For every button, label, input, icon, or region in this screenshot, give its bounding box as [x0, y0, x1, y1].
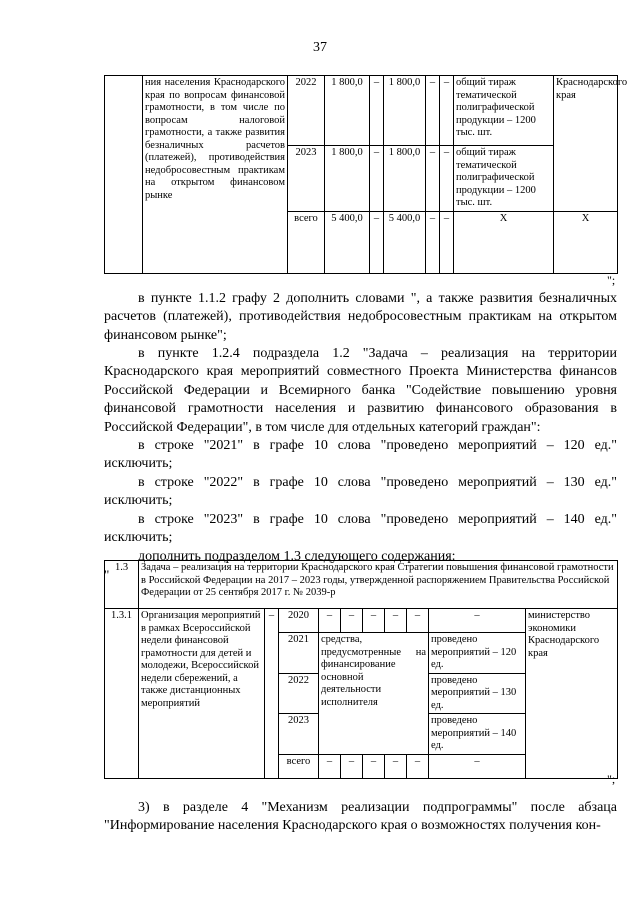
year-cell: 2023 [279, 714, 319, 755]
year-cell: всего [288, 212, 325, 274]
budget-cell: 1 800,0 [384, 146, 426, 212]
dash-cell: – [407, 754, 429, 778]
budget-cell: 5 400,0 [384, 212, 426, 274]
total-cell: 5 400,0 [325, 212, 370, 274]
dash-cell: – [363, 609, 385, 633]
table-subsection-1-3 [104, 560, 618, 779]
page-number: 37 [313, 40, 327, 55]
paragraph: 3) в разделе 4 "Механизм реализации подпрограммы" после абзаца "Информирование населения Краснодарского края о возможностях получения кон- [104, 800, 617, 834]
open-quote: " [104, 567, 110, 582]
year-cell: 2020 [279, 609, 319, 633]
total-cell: 1 800,0 [325, 146, 370, 212]
dash-cell: – [426, 76, 440, 146]
executor-cell: Х [554, 212, 618, 274]
dash-cell: – [319, 754, 341, 778]
executor-cell: Краснодарского края [554, 76, 618, 212]
dash-cell: – [429, 609, 526, 633]
dash-cell: – [341, 609, 363, 633]
year-cell: всего [279, 754, 319, 778]
dash-cell: – [319, 609, 341, 633]
result-cell: проведено мероприятий – 140 ед. [429, 714, 526, 755]
dash-cell: – [370, 212, 384, 274]
dash-cell: – [440, 212, 454, 274]
budget-cell: 1 800,0 [384, 76, 426, 146]
dash-cell: – [426, 212, 440, 274]
dash-cell: – [341, 754, 363, 778]
result-cell: общий тираж тематической полиграфической продукции – 1200 тыс. шт. [454, 76, 554, 146]
table-subprogram-continuation [104, 75, 628, 274]
table-end-mark: "; [607, 772, 616, 786]
paragraph: в строке "2022" в графе 10 слова "проведено мероприятий – 130 ед." исключить; [104, 475, 617, 509]
result-cell: проведено мероприятий – 120 ед. [429, 633, 526, 674]
item-description: Организация мероприятий в рамках Всероссийской недели финансовой грамотности для детей и молодежи, Всероссийской недели сбережений, а также дистанционных мероприятий [139, 609, 265, 779]
paragraph: дополнить подразделом 1.3 следующего содержания: [138, 549, 456, 564]
year-cell: 2021 [279, 633, 319, 674]
executor-cell: министерство экономики Краснодарского края [526, 609, 618, 779]
dash-cell: – [440, 146, 454, 212]
paragraph: в пункте 1.1.2 графу 2 дополнить словами ", а также развития безналичных расчетов (платежей), противодействия недобросовестным практикам на открытом финансовом рынке"; [104, 291, 617, 343]
dash-cell: – [429, 754, 526, 778]
dash-cell: – [265, 609, 279, 779]
result-cell: общий тираж тематической полиграфической продукции – 1200 тыс. шт. [454, 146, 554, 212]
dash-cell: – [363, 754, 385, 778]
event-description: ния населения Краснодарского края по вопросам финансовой грамотности, в том числе по вопросам налоговой грамотности, а также развития безналичных расчетов (платежей), противодействия недобросовестным практикам на открытом финансовом рынке [143, 76, 288, 274]
dash-cell: – [407, 609, 429, 633]
dash-cell: – [385, 754, 407, 778]
dash-cell: – [426, 146, 440, 212]
dash-cell: – [440, 76, 454, 146]
dash-cell: – [370, 76, 384, 146]
paragraph: в строке "2021" в графе 10 слова "проведено мероприятий – 120 ед." исключить; [104, 438, 617, 472]
result-cell: проведено мероприятий – 130 ед. [429, 673, 526, 714]
dash-cell: – [385, 609, 407, 633]
blank-cell [105, 76, 143, 274]
dash-cell: – [370, 146, 384, 212]
total-cell: 1 800,0 [325, 76, 370, 146]
paragraph: в строке "2023" в графе 10 слова "проведено мероприятий – 140 ед." исключить; [104, 512, 617, 546]
year-cell: 2022 [288, 76, 325, 146]
section-title: Задача – реализация на территории Краснодарского края Стратегии повышения финансовой грамотности в Российской Федерации на 2017 – 2023 годы, утвержденной распоряжением Правительства Российской Федерации от 25 сентября 2017 г. № 2039-р [139, 561, 618, 609]
section-number: 1.3 [105, 561, 139, 609]
year-cell: 2022 [279, 673, 319, 714]
paragraph: в пункте 1.2.4 подраздела 1.2 "Задача – реализация на территории Краснодарского края мероприятий совместного Проекта Министерства финансов Российской Федерации и Всемирного банка "Содействие повышению уровня финансовой грамотности населения и развитию финансового образования в Российской Федерации", в том числе для отдельных категорий граждан": [104, 346, 617, 435]
year-cell: 2023 [288, 146, 325, 212]
item-number: 1.3.1 [105, 609, 139, 779]
funding-source: средства, предусмотренные на финансирование основной деятельности исполнителя [319, 633, 429, 755]
result-cell: Х [454, 212, 554, 274]
table-end-mark: "; [607, 273, 616, 287]
